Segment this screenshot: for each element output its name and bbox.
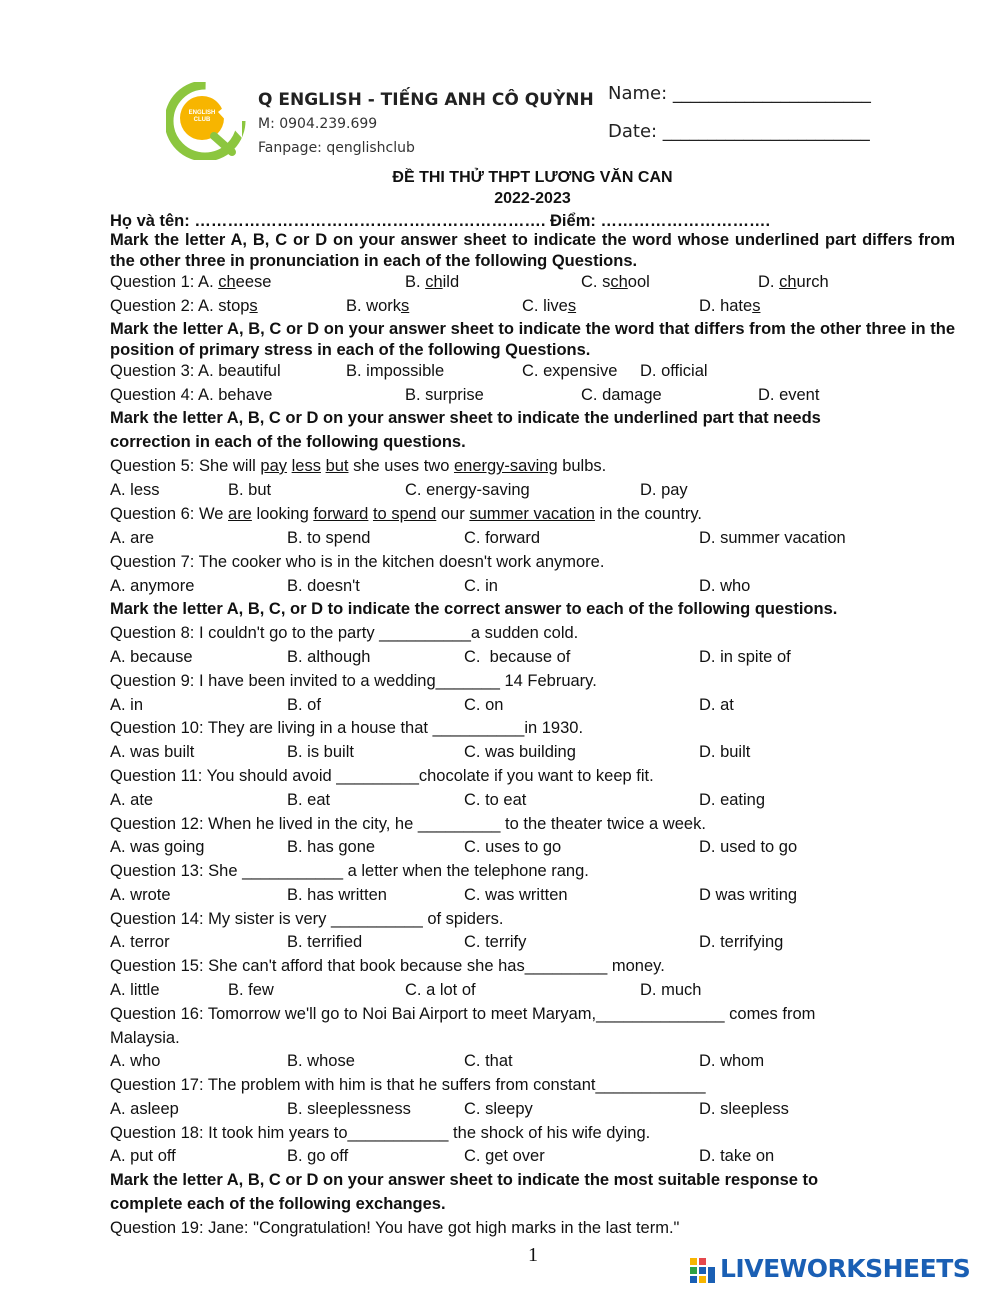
q18-option-a[interactable]: A. put off [110,1147,176,1165]
liveworksheets-logo-icon [690,1258,716,1284]
q12-option-d[interactable]: D. used to go [699,838,798,856]
question-5: Question 5: She will pay less but she uses two energy-saving bulbs. [110,457,607,475]
q8-option-d[interactable]: D. in spite of [699,648,791,666]
q9-option-a[interactable]: A. in [110,696,144,714]
question-3: Question 3: A. beautiful [110,362,281,380]
page-number: 1 [528,1244,538,1266]
question-17: Question 17: The problem with him is that he suffers from constant____________ [110,1076,706,1094]
question-4: Question 4: A. behave [110,386,273,404]
date-field[interactable]: Date: _______________________ [608,121,870,142]
q13-option-c[interactable]: C. was written [464,886,568,904]
watermark-text: LIVEWORKSHEETS [720,1254,971,1283]
q12-option-a[interactable]: A. was going [110,838,205,856]
q15-option-a[interactable]: A. little [110,981,160,999]
q16-option-c[interactable]: C. that [464,1052,513,1070]
q9-option-b[interactable]: B. of [287,696,321,714]
question-2: Question 2: A. stops [110,297,258,315]
logo-text: ENGLISH CLUB [188,110,216,123]
q8-option-c[interactable]: C. because of [464,648,571,666]
q5-option-a[interactable]: A. less [110,481,160,499]
q8-option-b[interactable]: B. although [287,648,371,666]
q1-option-b[interactable]: B. child [405,273,460,291]
q8-option-a[interactable]: A. because [110,648,193,666]
q9-option-d[interactable]: D. at [699,696,734,714]
section-pronunciation-instruction: Mark the letter A, B, C or D on your answer sheet to indicate the word whose underlined part differs from the other three in pronunciation in each of the following Questions. [110,231,955,270]
q11-option-c[interactable]: C. to eat [464,791,527,809]
q16-option-a[interactable]: A. who [110,1052,161,1070]
q7-option-b[interactable]: B. doesn't [287,577,360,595]
q6-option-c[interactable]: C. forward [464,529,541,547]
q17-option-c[interactable]: C. sleepy [464,1100,533,1118]
question-19: Question 19: Jane: "Congratulation! You have got high marks in the last term." [110,1219,680,1237]
q-english-logo [166,82,246,160]
q18-option-b[interactable]: B. go off [287,1147,349,1165]
q16-option-b[interactable]: B. whose [287,1052,355,1070]
question-16-continued: Malaysia. [110,1029,180,1047]
question-11: Question 11: You should avoid _________chocolate if you want to keep fit. [110,767,654,785]
q7-option-a[interactable]: A. anymore [110,577,195,595]
q7-option-c[interactable]: C. in [464,577,498,595]
question-15: Question 15: She can't afford that book because she has_________ money. [110,957,665,975]
exam-title: ĐỀ THI THỬ THPT LƯƠNG VĂN CAN [392,169,673,186]
q6-option-b[interactable]: B. to spend [287,529,371,547]
q13-option-d[interactable]: D was writing [699,886,798,904]
org-fanpage: Fanpage: qenglishclub [258,140,415,156]
q1-option-c[interactable]: C. school [581,273,650,291]
question-16: Question 16: Tomorrow we'll go to Noi Bai Airport to meet Maryam,______________ comes from [110,1005,816,1023]
name-field[interactable]: Name: ______________________ [608,83,871,104]
q15-option-d[interactable]: D. much [640,981,702,999]
q14-option-b[interactable]: B. terrified [287,933,363,951]
q10-option-d[interactable]: D. built [699,743,751,761]
org-name: Q ENGLISH - TIẾNG ANH CÔ QUỲNH [258,90,594,110]
q15-option-c[interactable]: C. a lot of [405,981,476,999]
section-stress-instruction: Mark the letter A, B, C or D on your answer sheet to indicate the word that differs from the other three in the position of primary stress in each of the following Questions. [110,320,955,359]
exam-year: 2022-2023 [494,190,571,207]
q10-option-b[interactable]: B. is built [287,743,354,761]
q5-option-d[interactable]: D. pay [640,481,688,499]
q5-option-c[interactable]: C. energy-saving [405,481,530,499]
q18-option-d[interactable]: D. take on [699,1147,775,1165]
q11-option-a[interactable]: A. ate [110,791,154,809]
q16-option-d[interactable]: D. whom [699,1052,765,1070]
section-correct-answer-instruction: Mark the letter A, B, C, or D to indicate the correct answer to each of the following questions. [110,600,838,618]
q3-option-c[interactable]: C. expensive [522,362,618,380]
question-1: Question 1: A. cheese [110,273,272,291]
question-12: Question 12: When he lived in the city, he _________ to the theater twice a week. [110,815,706,833]
q11-option-d[interactable]: D. eating [699,791,766,809]
q6-option-d[interactable]: D. summer vacation [699,529,846,547]
q18-option-c[interactable]: C. get over [464,1147,545,1165]
q9-option-c[interactable]: C. on [464,696,504,714]
q14-option-d[interactable]: D. terrifying [699,933,784,951]
q12-option-b[interactable]: B. has gone [287,838,376,856]
q17-option-d[interactable]: D. sleepless [699,1100,789,1118]
q4-option-c[interactable]: C. damage [581,386,662,404]
q4-option-d[interactable]: D. event [758,386,820,404]
q2-option-b[interactable]: B. works [346,297,410,315]
section-correction-instruction-1: Mark the letter A, B, C or D on your answer sheet to indicate the underlined part that needs [110,409,821,427]
q3-option-d[interactable]: D. official [640,362,708,380]
section-correction-instruction-2: correction in each of the following questions. [110,433,466,451]
q11-option-b[interactable]: B. eat [287,791,331,809]
q17-option-b[interactable]: B. sleeplessness [287,1100,411,1118]
q13-option-b[interactable]: B. has written [287,886,387,904]
q6-option-a[interactable]: A. are [110,529,155,547]
question-6: Question 6: We are looking forward to spend our summer vacation in the country. [110,505,702,523]
q3-option-b[interactable]: B. impossible [346,362,445,380]
q14-option-c[interactable]: C. terrify [464,933,527,951]
question-9: Question 9: I have been invited to a wedding_______ 14 February. [110,672,597,690]
question-7: Question 7: The cooker who is in the kitchen doesn't work anymore. [110,553,605,571]
q7-option-d[interactable]: D. who [699,577,751,595]
org-mobile: M: 0904.239.699 [258,116,378,132]
q4-option-b[interactable]: B. surprise [405,386,484,404]
q13-option-a[interactable]: A. wrote [110,886,171,904]
question-18: Question 18: It took him years to___________ the shock of his wife dying. [110,1124,651,1142]
question-8: Question 8: I couldn't go to the party __________a sudden cold. [110,624,579,642]
student-info-line: Họ và tên: ………………………………………………………. Điểm: …………………………. [110,212,771,230]
section-exchange-instruction-1: Mark the letter A, B, C or D on your answer sheet to indicate the most suitable response to [110,1171,819,1189]
q14-option-a[interactable]: A. terror [110,933,170,951]
q15-option-b[interactable]: B. few [228,981,274,999]
q1-option-d[interactable]: D. church [758,273,829,291]
section-exchange-instruction-2: complete each of the following exchanges. [110,1195,446,1213]
q2-option-c[interactable]: C. lives [522,297,577,315]
q12-option-c[interactable]: C. uses to go [464,838,562,856]
q10-option-c[interactable]: C. was building [464,743,576,761]
question-10: Question 10: They are living in a house that __________in 1930. [110,719,584,737]
question-14: Question 14: My sister is very __________ of spiders. [110,910,504,928]
q17-option-a[interactable]: A. asleep [110,1100,179,1118]
question-13: Question 13: She ___________ a letter when the telephone rang. [110,862,589,880]
q5-option-b[interactable]: B. but [228,481,272,499]
q2-option-d[interactable]: D. hates [699,297,761,315]
q10-option-a[interactable]: A. was built [110,743,195,761]
